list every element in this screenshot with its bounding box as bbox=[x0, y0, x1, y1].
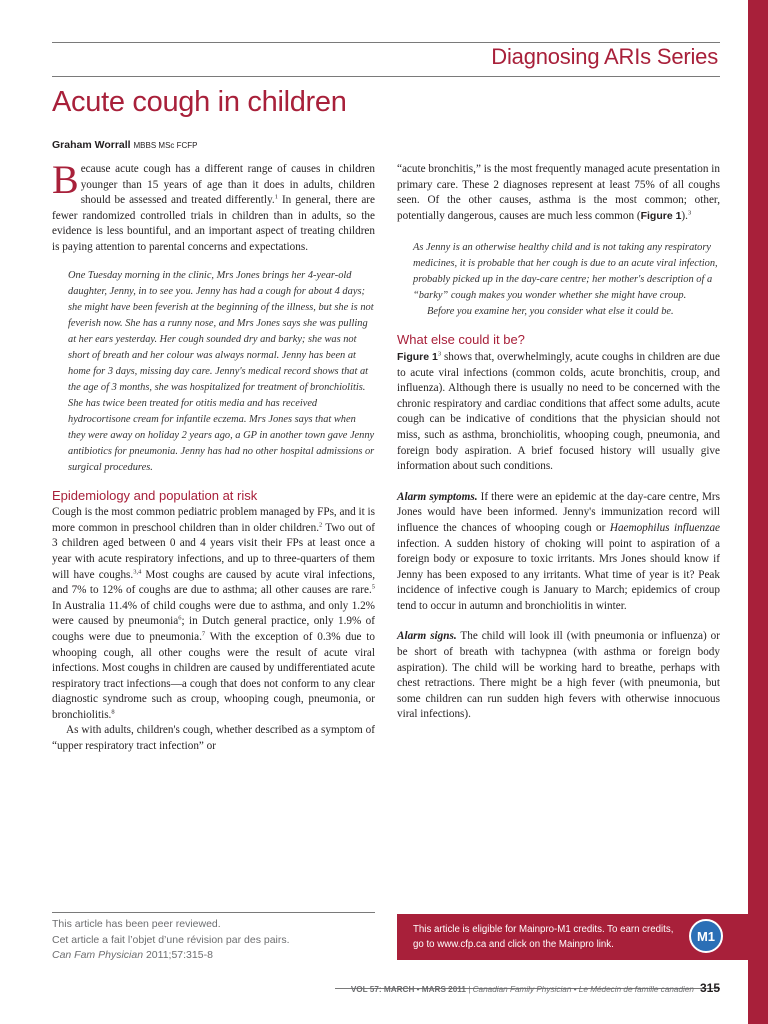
reference-superscript: 7 bbox=[201, 630, 206, 638]
footer-separator: | bbox=[465, 985, 473, 994]
page-number: 315 bbox=[699, 981, 720, 995]
section-heading-what-else: What else could it be? bbox=[397, 332, 525, 348]
left-column bbox=[52, 157, 376, 755]
footnote-rule bbox=[52, 912, 375, 913]
peer-review-note-fr: Cet article a fait l’objet d’une révision par des pairs. bbox=[52, 933, 290, 946]
case-followup bbox=[413, 240, 720, 320]
alarm-signs-paragraph: Alarm signs. The child will look ill (with pneumonia or influenza) or be short of breath with tachypnea (with asthma or foreign body aspiration). The child will be working hard to breathe, perhaps with chest retractions. There might be a high fever (with pneumonia, but some children can run sudden high fevers with otherwise innocuous viral infections). bbox=[397, 630, 720, 721]
reference-superscript: 1 bbox=[274, 193, 278, 201]
reference-superscript: 5 bbox=[371, 583, 375, 591]
author-name: Graham Worrall bbox=[52, 139, 131, 151]
figure-reference-link[interactable]: Figure 1 bbox=[640, 209, 682, 222]
what-else-paragraph: Figure $1^3$ shows that, overwhelmingly, acute coughs in children are due to acute viral infections (common colds, acute bronchitis, croup, and influenza). Although there is usually no need to be concerned with the chronic respiratory and cardiac conditions that affect some adults, acute cough can be indicative of conditions that the physician should not miss, such as asthma, bronchiolitis, whooping cough, pneumonia, and foreign body aspiration. A brief focused history will usually give information about such conditions. bbox=[397, 350, 720, 473]
citation: Can Fam Physician 2011;57:315-8 bbox=[52, 949, 213, 961]
footer-folio bbox=[351, 981, 720, 995]
mainpro-credit-text[interactable]: This article is eligible for Mainpro-M1 credits. To earn credits, go to www.cfp.ca and click on the Mainpro link. bbox=[413, 924, 674, 950]
right-column bbox=[397, 162, 720, 723]
reference-superscript: 3 bbox=[687, 209, 692, 217]
continuation-paragraph: “acute bronchitis,” is the most frequently managed acute presentation in primary care. These 2 diagnoses represent at least 75% of all coughs seen. Of the other causes, asthma is the most common; other, potentially dangerous, causes are much less common (Figure 1).$^3$ bbox=[397, 163, 720, 222]
peer-review-note: This article has been peer reviewed. bbox=[52, 918, 221, 930]
series-rule bbox=[52, 76, 720, 77]
alarm-signs-heading: Alarm signs. bbox=[397, 630, 457, 643]
drop-cap: B bbox=[52, 157, 79, 202]
series-title: Diagnosing ARIs Series bbox=[491, 44, 718, 69]
footer-journal: Canadian Family Physician • Le Médecin de famille canadien bbox=[472, 985, 694, 994]
reference-superscript: 8 bbox=[111, 708, 115, 716]
figure-reference-link[interactable]: Figure 1 bbox=[397, 350, 438, 363]
case-followup-text: As Jenny is an otherwise healthy child and is not taking any respiratory medicines, it is probable that her cough is due to an acute viral infection, probably picked up in the day-care centre; her mother's description of a “barky” cough makes you wonder whether she might have croup. bbox=[413, 242, 718, 302]
reference-superscript: 3,4 bbox=[133, 567, 142, 575]
author-line bbox=[52, 139, 198, 151]
alarm-symptoms-heading: Alarm symptoms. bbox=[397, 490, 478, 503]
top-rule bbox=[52, 42, 720, 43]
epidemiology-paragraph-2: As with adults, children's cough, whether described as a symptom of “upper respiratory tract infection” or bbox=[52, 724, 375, 753]
section-heading-epidemiology: Epidemiology and population at risk bbox=[52, 487, 258, 503]
footer-volume: VOL 57: MARCH • MARS 2011 bbox=[350, 985, 466, 994]
reference-superscript: 6 bbox=[178, 614, 182, 622]
mainpro-credit-box bbox=[397, 914, 748, 960]
reference-superscript: 2 bbox=[319, 521, 323, 529]
author-credentials: MBBS MSc FCFP bbox=[133, 141, 198, 150]
reference-superscript: 3 bbox=[437, 350, 442, 358]
mainpro-m1-badge-icon: M1 bbox=[689, 919, 723, 953]
intro-paragraph: Because acute cough has a different range of causes in children younger than 15 years of age than it does in adults, children should be assessed and treated differently.$^1$ In general, there are fewer randomized controlled trials in children than in adults, so the evidence is less bountiful, and an important aspect of treating children is paying attention to parental concerns and expectations. bbox=[52, 157, 376, 253]
article-title: Acute cough in children bbox=[52, 86, 347, 118]
alarm-symptoms-paragraph: Alarm symptoms. If there were an epidemic at the day-care centre, Mrs Jones would have been informed. Jenny's immunization record will influence the chances of whooping cough or Haemophilus influenzae infection. A sudden history of choking will point to aspiration of a foreign body or exposure to toxic irritants. Mrs Jones should know if Jenny has been exposed to any irritants. What time of year is it? Peak incidence of infective cough is January to March; epidemics of croup tend to occur in autumn and bronchiolitis in winter. bbox=[397, 490, 721, 612]
epidemiology-paragraph: Cough is the most common pediatric problem managed by FPs, and it is more common in preschool children than in older children.$^2$ Two out of 3 children aged between 0 and 4 years visit their FPs at least once a year with acute respiratory infections, and up to three-quarters of them will have coughs.$^{3,4}$ Most coughs are caused by acute viral infections, and 7% to 12% of coughs are due to asthma; all other causes are rare.$^5$ In Australia 11.4% of child coughs were due to asthma, and only 1.2% were caused by pneumonia$^6$; in Dutch general practice, only 1.9% of coughs were due to pneumonia.$^7$ With the exception of 0.3% due to whooping cough, all other coughs were the result of acute viral infections. Most coughs in children are caused by undifferentiated acute respiratory tract infections—a cough that does not conform to any clear diagnostic syndrome such as croup, whooping cough, pneumonia, or bronchiolitis.$^8$ bbox=[52, 506, 376, 721]
case-vignette: One Tuesday morning in the clinic, Mrs Jones brings her 4-year-old daughter, Jenny, in to see you. Jenny has had a cough for about 4 days; she might have been feverish at the beginning of the illness, but she is not feverish now. She has a runny nose, and Mrs Jones says she was pulling at her ears yesterday. Her cough sounded dry and barky; she was not short of breath and her colour was always normal. Jenny has been at home for 3 days, missing day care. Jenny's medical record shows that at the age of 3 months, she was hospitalized for treatment of bronchiolitis. She has twice been treated for otitis media and has received hydrocortisone cream for infantile eczema. Mrs Jones says that when they were away on holiday 2 years ago, a GP in another town gave Jenny antibiotics for pneumonia. Jenny has had no other hospital admissions or surgical procedures. bbox=[68, 269, 375, 473]
case-followup-text-2: Before you examine her, you consider what else it could be. bbox=[427, 306, 674, 318]
peer-review-footnote bbox=[52, 917, 290, 964]
accent-sidebar-bar bbox=[748, 0, 768, 1024]
